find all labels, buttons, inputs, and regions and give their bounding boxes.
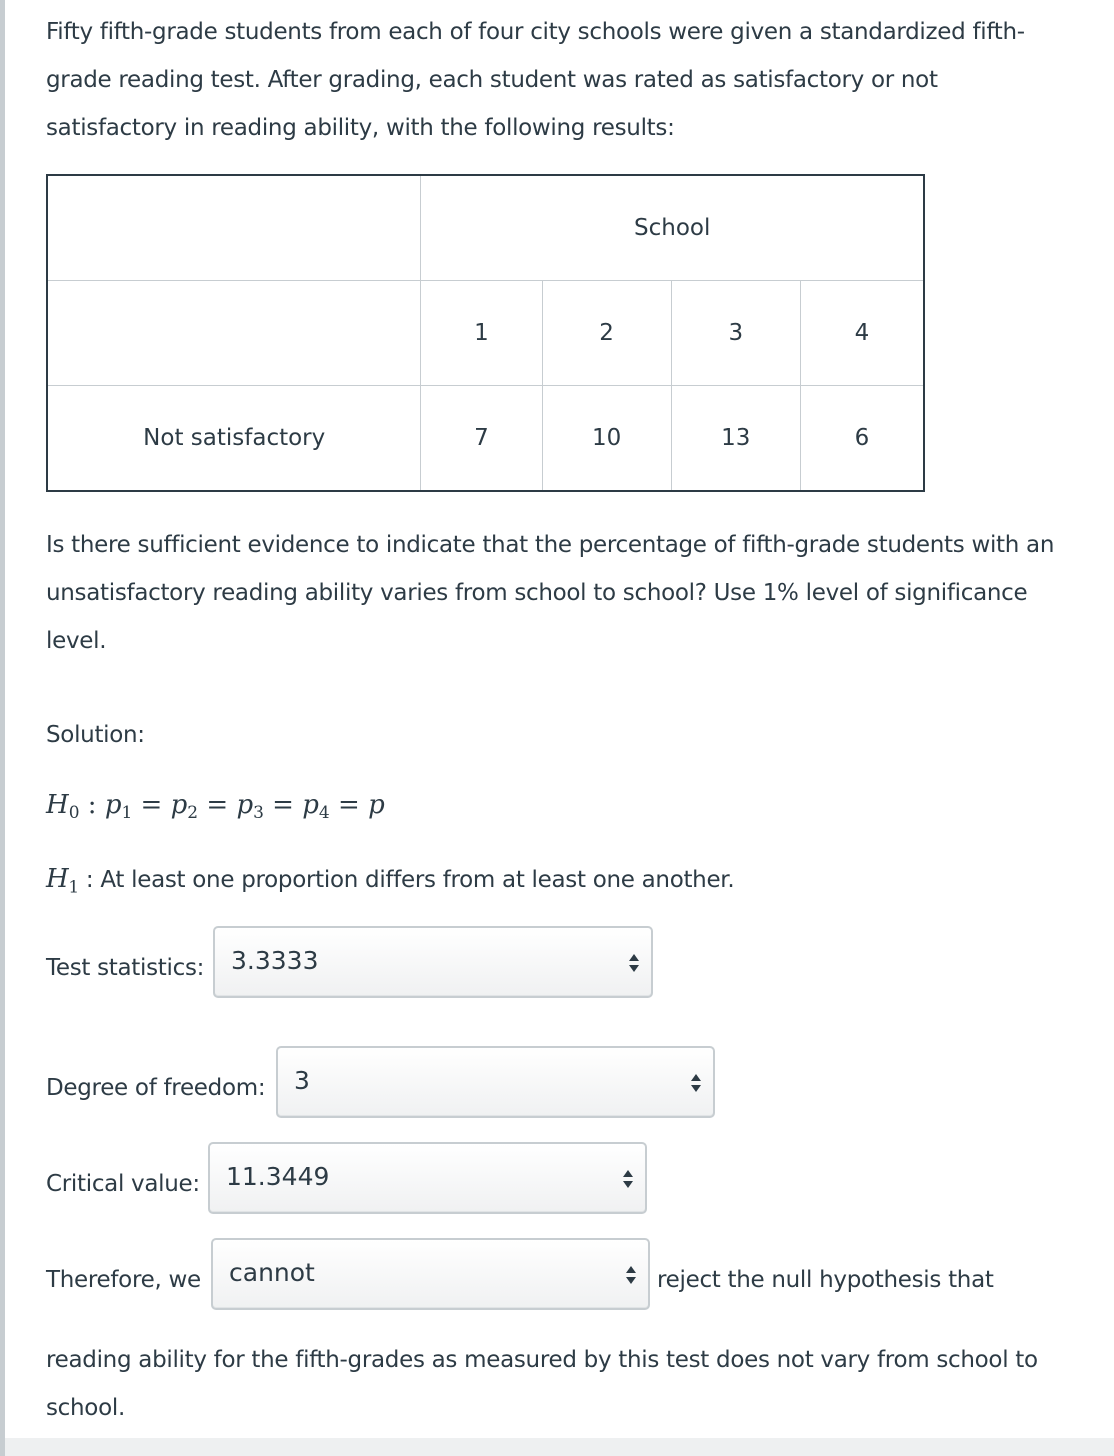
critical-value: 11.3449	[226, 1162, 330, 1191]
h0-sub-2: 2	[187, 803, 199, 823]
intro-text: Fifty fifth-grade students from each of four city schools were given a standardized fifth-grade reading test. After grading, each student was rated as satisfactory or not satisfactory in reading ability, with the following results:	[46, 19, 1025, 141]
h0-term-2: p	[170, 790, 188, 820]
h0-term-5: p	[368, 790, 385, 820]
dof-value: 3	[294, 1066, 310, 1095]
conclusion-select[interactable]	[211, 1238, 650, 1310]
solution-label: Solution:	[46, 722, 145, 748]
table-columns-row	[47, 281, 924, 386]
h0-sub-1: 1	[121, 803, 133, 823]
value-school-2: 10	[542, 386, 671, 492]
row-label: Not satisfactory	[47, 386, 421, 492]
h0-term-3: p	[236, 790, 254, 820]
school-col-1: 1	[421, 281, 542, 386]
school-col-4: 4	[800, 281, 924, 386]
h0-colon: :	[87, 790, 97, 820]
value-school-4: 6	[800, 386, 924, 492]
select-arrows-icon	[627, 950, 641, 976]
conclusion-prefix: Therefore, we	[46, 1267, 201, 1293]
test-stat-value: 3.3333	[231, 946, 319, 975]
table-row	[47, 386, 924, 492]
school-col-2: 2	[542, 281, 671, 386]
h0-subscript: 0	[68, 803, 80, 823]
select-arrows-icon	[689, 1070, 703, 1096]
h1-symbol: H	[46, 864, 69, 894]
test-stat-select[interactable]	[213, 926, 653, 998]
table-empty-cell	[47, 281, 421, 386]
h0-sub-4: 4	[318, 803, 330, 823]
results-table	[46, 174, 925, 492]
school-col-3: 3	[671, 281, 800, 386]
h0-symbol: H	[46, 790, 69, 820]
conclusion-tail: reading ability for the fifth-grades as measured by this test does not vary from school to school.	[46, 1347, 1038, 1421]
h1-subscript: 1	[68, 877, 79, 898]
page-left-border	[0, 0, 5, 1456]
conclusion-suffix: reject the null hypothesis that	[657, 1267, 994, 1293]
table-corner-cell	[47, 175, 421, 281]
conclusion-value: cannot	[229, 1258, 315, 1287]
critical-select[interactable]	[208, 1142, 647, 1214]
h0-term-4: p	[302, 790, 319, 820]
page-bottom-shade	[5, 1438, 1114, 1456]
dof-label: Degree of freedom:	[46, 1075, 266, 1101]
critical-label: Critical value:	[46, 1171, 200, 1197]
h0-term-1: p	[104, 790, 122, 820]
alt-hypothesis	[46, 864, 734, 898]
value-school-3: 13	[671, 386, 800, 492]
null-hypothesis: $H_0$ : $p_1 = p_2 = p_3 = p_4 = p$	[46, 790, 385, 823]
select-arrows-icon	[621, 1166, 635, 1192]
test-stat-label: Test statistics:	[46, 955, 205, 981]
select-arrows-icon	[624, 1262, 638, 1288]
dof-select[interactable]	[276, 1046, 715, 1118]
h0-sub-3: 3	[253, 803, 264, 823]
school-header: School	[421, 175, 924, 281]
question-text: Is there sufficient evidence to indicate that the percentage of fifth-grade students with an unsatisfactory reading ability varies from school to school? Use 1% level of significance level.	[46, 532, 1055, 654]
value-school-1: 7	[421, 386, 542, 492]
h1-text: : At least one proportion differs from at least one another.	[85, 867, 735, 893]
table-header-row	[47, 175, 924, 281]
